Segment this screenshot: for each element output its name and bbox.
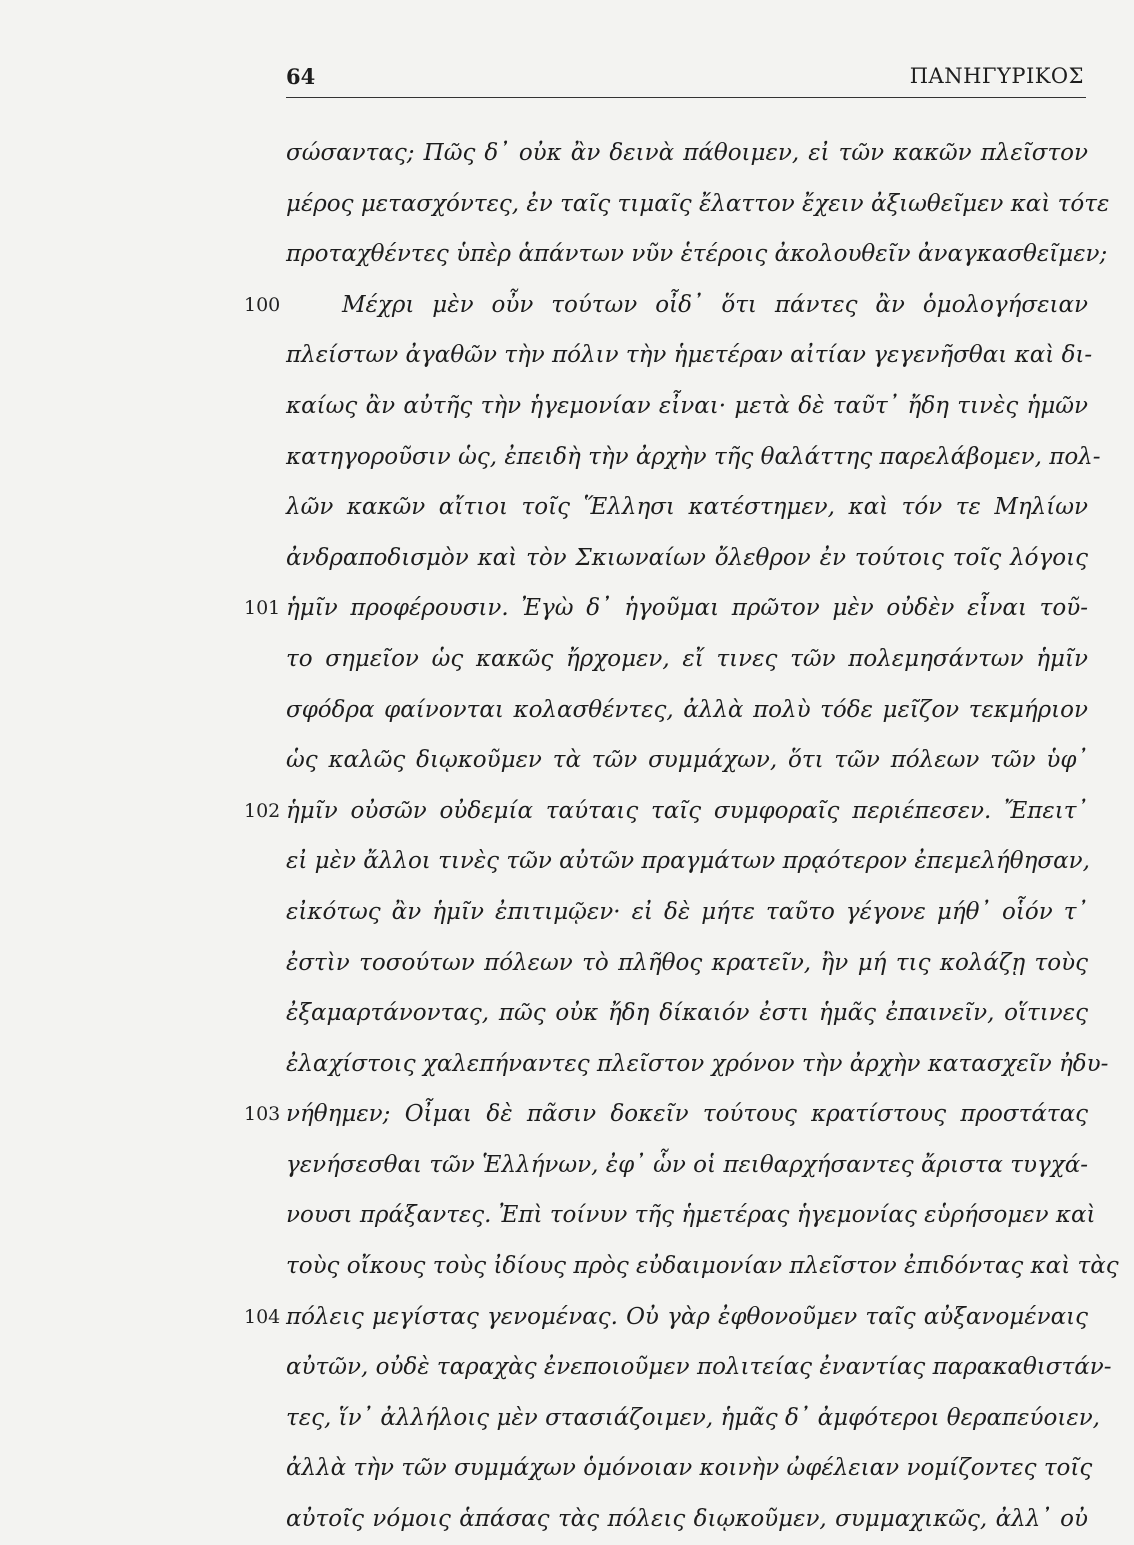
line-text: εἰ μὲν ἄλλοι τινὲς τῶν αὐτῶν πραγμάτων πρᾳότερον ἐπεμελήθησαν, (286, 848, 1090, 875)
line-text: αὐτῶν, οὐδὲ ταραχὰς ἐνεποιοῦμεν πολιτείας ἐναντίας παρακαθιστάν- (286, 1354, 1112, 1381)
text-line (286, 432, 1101, 483)
line-text: πόλεις μεγίστας γενομένας. Οὐ γὰρ ἐφθονοῦμεν ταῖς αὐξανομέναις (286, 1303, 1088, 1330)
line-text: ἐστὶν τοσούτων πόλεων τὸ πλῆθος κρατεῖν, ἢν μή τις κολάζῃ τοὺς (286, 949, 1088, 976)
line-text: ὡς καλῶς διῳκοῦμεν τὰ τῶν συμμάχων, ὅτι τῶν πόλεων τῶν ὑφ᾽ (286, 747, 1088, 774)
section-number: 101 (244, 597, 281, 620)
text-line (244, 1292, 1088, 1343)
line-text: προταχθέντες ὑπὲρ ἁπάντων νῦν ἑτέροις ἀκολουθεῖν ἀναγκασθεῖμεν; (286, 241, 1108, 268)
text-line (286, 735, 1088, 786)
line-text: ἀλλὰ τὴν τῶν συμμάχων ὁμόνοιαν κοινὴν ὠφέλειαν νομίζοντες τοῖς (286, 1455, 1093, 1482)
text-line (286, 685, 1088, 736)
text-line (244, 786, 1088, 837)
line-text: ἐλαχίστοις χαλεπήναντες πλεῖστον χρόνον τὴν ἀρχὴν κατασχεῖν ἠδυ- (286, 1050, 1109, 1077)
section-number: 103 (244, 1103, 281, 1126)
line-text: εἰκότως ἂν ἡμῖν ἐπιτιμῷεν· εἰ δὲ μήτε ταῦτο γέγονε μήθ᾽ οἷόν τ᾽ (286, 898, 1088, 925)
text-line (286, 1393, 1100, 1444)
text-line (244, 280, 1088, 331)
line-text: λῶν κακῶν αἴτιοι τοῖς Ἕλλησι κατέστημεν, καὶ τόν τε Μηλίων (286, 494, 1088, 521)
header-rule (286, 97, 1086, 98)
page-number: 64 (286, 64, 316, 89)
text-line (286, 1241, 1119, 1292)
text-line (286, 938, 1088, 989)
line-text: κατηγοροῦσιν ὡς, ἐπειδὴ τὴν ἀρχὴν τῆς θαλάττης παρελάβομεν, πολ- (286, 443, 1101, 470)
line-text: σφόδρα φαίνονται κολασθέντες, ἀλλὰ πολὺ τόδε μεῖζον τεκμήριον (286, 696, 1088, 723)
text-line (286, 482, 1088, 533)
text-line (286, 533, 1088, 584)
text-line (286, 330, 1093, 381)
section-number: 104 (244, 1305, 281, 1328)
line-text: το σημεῖον ὡς κακῶς ἤρχομεν, εἴ τινες τῶν πολεμησάντων ἡμῖν (286, 645, 1088, 672)
text-line (286, 128, 1088, 179)
text-line (244, 583, 1088, 634)
line-text: Μέχρι μὲν οὖν τούτων οἶδ᾽ ὅτι πάντες ἂν ὁμολογήσειαν (342, 291, 1088, 318)
text-line (286, 1039, 1109, 1090)
text-line (286, 179, 1110, 230)
text-body (244, 128, 1119, 1545)
line-text: ἡμῖν οὐσῶν οὐδεμία ταύταις ταῖς συμφοραῖς περιέπεσεν. Ἔπειτ᾽ (286, 797, 1088, 824)
line-text: γενήσεσθαι τῶν Ἑλλήνων, ἐφ᾽ ὧν οἱ πειθαρχήσαντες ἄριστα τυγχά- (286, 1151, 1088, 1178)
line-text: τοὺς οἴκους τοὺς ἰδίους πρὸς εὐδαιμονίαν πλεῖστον ἐπιδόντας καὶ τὰς (286, 1253, 1119, 1280)
line-text: νήθημεν; Οἶμαι δὲ πᾶσιν δοκεῖν τούτους κρατίστους προστάτας (286, 1101, 1088, 1128)
line-text: πλείστων ἀγαθῶν τὴν πόλιν τὴν ἡμετέραν αἰτίαν γεγενῆσθαι καὶ δι- (286, 342, 1093, 369)
running-head: ΠΑΝΗΓΥΡΙΚΟΣ (909, 64, 1084, 88)
text-line (244, 1089, 1088, 1140)
line-text: ἀνδραποδισμὸν καὶ τὸν Σκιωναίων ὄλεθρον ἐν τούτοις τοῖς λόγοις (286, 544, 1088, 571)
line-text: νουσι πράξαντες. Ἐπὶ τοίνυν τῆς ἡμετέρας ἡγεμονίας εὑρήσομεν καὶ (286, 1202, 1096, 1229)
text-line (286, 887, 1088, 938)
line-text: μέρος μετασχόντες, ἐν ταῖς τιμαῖς ἔλαττον ἔχειν ἀξιωθεῖμεν καὶ τότε (286, 190, 1110, 217)
line-text: καίως ἂν αὐτῆς τὴν ἡγεμονίαν εἶναι· μετὰ δὲ ταῦτ᾽ ἤδη τινὲς ἡμῶν (286, 392, 1088, 419)
text-line (286, 381, 1088, 432)
line-text: τες, ἵν᾽ ἀλλήλοις μὲν στασιάζοιμεν, ἡμᾶς δ᾽ ἀμφότεροι θεραπεύοιεν, (286, 1404, 1100, 1431)
text-line (286, 229, 1108, 280)
section-number: 100 (244, 293, 281, 316)
line-text: αὐτοῖς νόμοις ἁπάσας τὰς πόλεις διῳκοῦμεν, συμμαχικῶς, ἀλλ᾽ οὐ (286, 1506, 1088, 1533)
section-number: 102 (244, 799, 281, 822)
text-line (286, 1443, 1093, 1494)
line-text: σώσαντας; Πῶς δ᾽ οὐκ ἂν δεινὰ πάθοιμεν, εἰ τῶν κακῶν πλεῖστον (286, 140, 1088, 166)
text-line (286, 634, 1088, 685)
text-line (286, 836, 1088, 887)
line-text: ἐξαμαρτάνοντας, πῶς οὐκ ἤδη δίκαιόν ἐστι ἡμᾶς ἐπαινεῖν, οἵτινες (286, 1000, 1088, 1027)
line-text: ἡμῖν προφέρουσιν. Ἐγὼ δ᾽ ἡγοῦμαι πρῶτον μὲν οὐδὲν εἶναι τοῦ- (286, 595, 1088, 622)
text-line (286, 1190, 1096, 1241)
text-line (286, 1494, 1088, 1545)
text-line (286, 1140, 1088, 1191)
text-line (286, 1342, 1112, 1393)
text-line (286, 988, 1088, 1039)
